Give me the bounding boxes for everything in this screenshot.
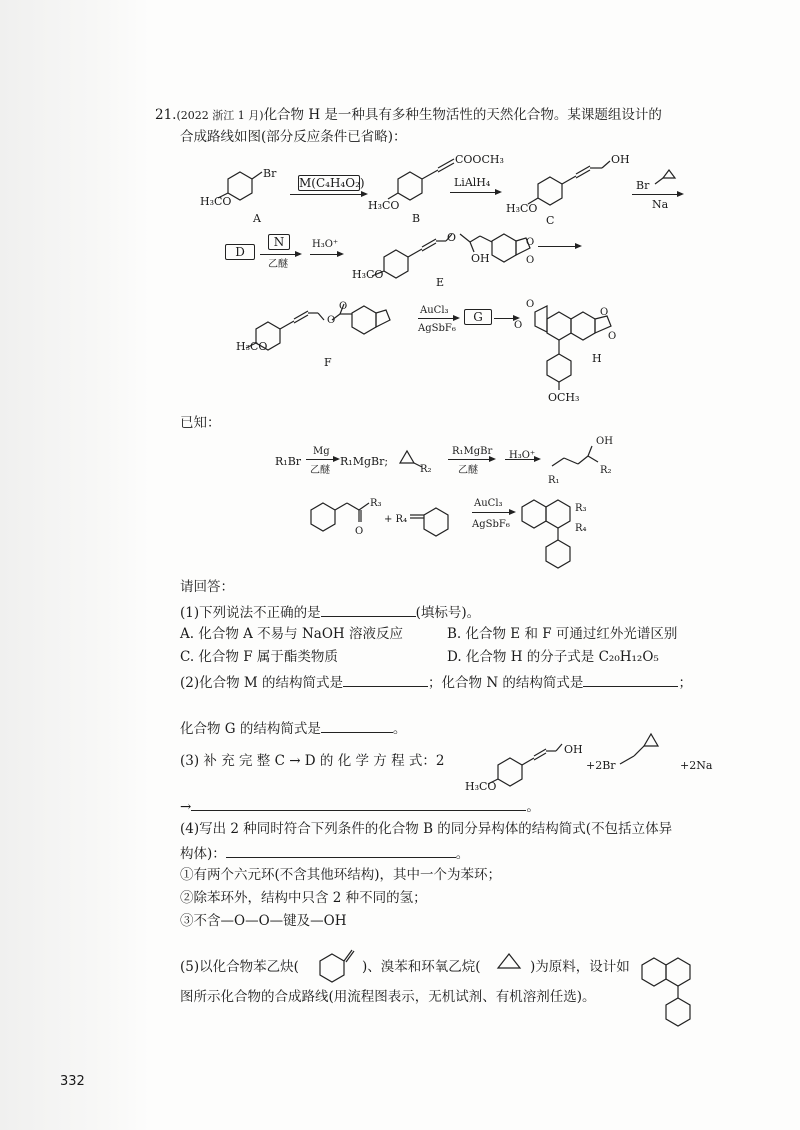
q5-part2: )、溴苯和环氧乙烷( bbox=[362, 959, 481, 975]
known-oh: OH bbox=[596, 436, 613, 447]
benzene-ring bbox=[492, 234, 516, 262]
q3-arrow: → bbox=[180, 799, 192, 815]
label-d-box: D bbox=[225, 244, 255, 260]
benzene-ring bbox=[666, 998, 690, 1026]
q3-plus-br: +2Br bbox=[586, 759, 616, 772]
q2-m-blank[interactable] bbox=[343, 672, 428, 687]
answers-intro: 请回答： bbox=[180, 579, 234, 595]
q1-tail: (填标号)。 bbox=[415, 605, 481, 621]
label-e: E bbox=[436, 276, 445, 289]
q5-part3: )为原料，设计如 bbox=[530, 959, 630, 975]
naphthalene-ring bbox=[642, 958, 666, 986]
benzene-ring bbox=[384, 250, 408, 278]
known-arrow-2 bbox=[448, 459, 494, 460]
label-b: B bbox=[412, 212, 421, 225]
known-grignard: R₁MgBr bbox=[452, 446, 493, 457]
known-r4: + R₄ bbox=[384, 514, 408, 525]
group-o-h4: O bbox=[608, 331, 617, 342]
group-o-f2: O bbox=[339, 301, 348, 312]
known-title: 已知： bbox=[180, 415, 221, 431]
epoxide-icon bbox=[655, 170, 685, 190]
known-r1br: R₁Br bbox=[275, 455, 302, 468]
naphthalene-ring bbox=[666, 958, 690, 986]
known-ether-2: 乙醚 bbox=[458, 465, 478, 476]
group-o-e2: O bbox=[526, 237, 535, 248]
group-o-e: O bbox=[447, 231, 457, 244]
arrow-step1 bbox=[290, 194, 366, 195]
reagent-n-box: N bbox=[268, 234, 290, 250]
group-o-e3: O bbox=[526, 255, 535, 266]
known-aucl3: AuCl₃ bbox=[474, 498, 503, 509]
q1-text: (1)下列说法不正确的是 bbox=[180, 605, 321, 621]
label-a: A bbox=[253, 212, 261, 225]
reagent-lialh4: LiAlH₄ bbox=[454, 176, 491, 189]
q4-condition-1: ①有两个六元环(不含其他环结构)，其中一个为苯环； bbox=[180, 867, 502, 883]
label-h: H bbox=[592, 352, 602, 365]
q3-h3co: H₃CO bbox=[465, 780, 497, 793]
target-structure-icon bbox=[640, 950, 710, 1040]
group-cooch3: COOCH₃ bbox=[455, 153, 504, 166]
arrow-step4 bbox=[260, 254, 300, 255]
page-number: 332 bbox=[60, 1074, 85, 1089]
known-h3o: H₃O⁺ bbox=[509, 450, 536, 461]
ethylene-oxide-icon bbox=[494, 950, 530, 976]
known-arrow-4 bbox=[472, 512, 514, 513]
arrow-step2 bbox=[450, 192, 500, 193]
naphthalene-ring bbox=[571, 312, 595, 340]
q4-condition-2: ②除苯环外，结构中只含 2 种不同的氢； bbox=[180, 890, 427, 906]
known-arrow-3 bbox=[505, 459, 539, 460]
label-c: C bbox=[546, 214, 555, 227]
group-o-f: O bbox=[327, 315, 336, 326]
q4-answer-blank[interactable] bbox=[226, 843, 456, 858]
naphthalene-ring bbox=[546, 500, 570, 528]
q4-end: 。 bbox=[455, 846, 470, 862]
q1-option-c: C. 化合物 F 属于酯类物质 bbox=[180, 649, 338, 665]
q1-line bbox=[180, 602, 480, 622]
group-o-h3: O bbox=[600, 307, 609, 318]
q2-g-end: 。 bbox=[392, 721, 407, 737]
group-h3co-a: H₃CO bbox=[200, 195, 232, 208]
q4-line2 bbox=[180, 843, 469, 863]
known-r4b: R₄ bbox=[575, 523, 587, 534]
q3-answer-blank[interactable] bbox=[191, 796, 526, 811]
known-agsbf6: AgSbF₆ bbox=[472, 519, 510, 530]
reagent-na: Na bbox=[652, 198, 669, 211]
q4-line1: (4)写出 2 种同时符合下列条件的化合物 B 的同分异构体的结构简式(不包括立体异 bbox=[180, 821, 673, 837]
group-och3-h: OCH₃ bbox=[548, 391, 580, 404]
known-reactant-alkyne bbox=[404, 500, 464, 540]
q5-part1: (5)以化合物苯乙炔( bbox=[180, 959, 299, 975]
known-arrow-1 bbox=[306, 459, 338, 460]
q2-mid: ；化合物 N 的结构简式是 bbox=[428, 675, 584, 691]
known-r3b: R₃ bbox=[575, 503, 587, 514]
group-o-h: O bbox=[526, 299, 535, 310]
structure-e bbox=[350, 220, 590, 280]
group-oh-e: OH bbox=[471, 252, 490, 265]
q3-plus-na: +2Na bbox=[680, 759, 713, 772]
q1-answer-blank[interactable] bbox=[321, 602, 416, 617]
benzene-ring bbox=[228, 172, 252, 200]
arrow-step7 bbox=[418, 318, 458, 319]
structure-h bbox=[515, 292, 645, 402]
q2-text: (2)化合物 M 的结构简式是 bbox=[180, 675, 344, 691]
question-stem-1: 化合物 H 是一种具有多种生物活性的天然化合物。某课题组设计的 bbox=[263, 107, 662, 123]
q3-end: 。 bbox=[526, 799, 540, 815]
benzene-ring bbox=[546, 540, 570, 568]
benzene-ring bbox=[320, 954, 344, 982]
naphthalene-ring bbox=[522, 500, 546, 528]
q1-option-d: D. 化合物 H 的分子式是 C₂₀H₁₂O₅ bbox=[447, 649, 659, 665]
known-r2: R₂ bbox=[420, 464, 432, 475]
group-o-h2: O bbox=[514, 320, 523, 331]
known-o: O bbox=[355, 526, 364, 537]
question-source: (2022 浙江 1 月) bbox=[176, 109, 264, 122]
benzene-ring bbox=[311, 503, 335, 531]
benzene-ring bbox=[424, 508, 448, 536]
group-h3co-f: H₃CO bbox=[236, 340, 268, 353]
reagent-ether: 乙醚 bbox=[268, 259, 288, 270]
q4-condition-3: ③不含—O—O—键及—OH bbox=[180, 913, 347, 929]
page-shadow bbox=[0, 0, 150, 1130]
question-stem-2: 合成路线如图(部分反应条件已省略)： bbox=[180, 129, 407, 145]
q3-oh: OH bbox=[564, 743, 583, 756]
known-ether-1: 乙醚 bbox=[310, 465, 330, 476]
benzene-ring bbox=[398, 172, 422, 200]
structure-a bbox=[200, 160, 290, 220]
arrow-step6 bbox=[538, 246, 580, 247]
group-br: Br bbox=[263, 167, 277, 180]
arrow-step5 bbox=[310, 254, 342, 255]
question-number: 21.(2022 浙江 1 月)化合物 H 是一种具有多种生物活性的天然化合物。某课题组设计的 bbox=[155, 107, 662, 123]
q1-option-a: A. 化合物 A 不易与 NaOH 溶液反应 bbox=[180, 626, 403, 642]
phenylacetylene-icon bbox=[316, 940, 356, 980]
q3-text: (3) 补 充 完 整 C → D 的 化 学 方 程 式：2 bbox=[180, 753, 445, 769]
reagent-agsbf6: AgSbF₆ bbox=[418, 323, 456, 334]
arrow-step3 bbox=[632, 194, 682, 195]
naphthalene-ring bbox=[547, 312, 571, 340]
q3-answer-line bbox=[180, 796, 540, 816]
q1-option-b: B. 化合物 E 和 F 可通过红外光谱区别 bbox=[447, 626, 678, 642]
known-r2b: R₂ bbox=[600, 465, 612, 476]
q5-line2: 图所示化合物的合成路线(用流程图表示，无机试剂、有机溶剂任选)。 bbox=[180, 989, 596, 1005]
group-h3co-e: H₃CO bbox=[352, 268, 384, 281]
known-r1: R₁ bbox=[548, 475, 560, 486]
q2-end: ； bbox=[678, 675, 692, 691]
q2-g-text: 化合物 G 的结构简式是 bbox=[180, 721, 321, 737]
q3-epoxide bbox=[618, 730, 678, 770]
known-mg: Mg bbox=[313, 446, 330, 457]
reagent-h3o: H₃O⁺ bbox=[312, 239, 339, 250]
reagent-aucl3: AuCl₃ bbox=[420, 305, 449, 316]
benzene-ring bbox=[352, 306, 376, 334]
q2-line bbox=[180, 672, 692, 692]
benzene-ring bbox=[547, 354, 571, 382]
reagent-br-epoxide: Br bbox=[636, 179, 650, 192]
label-g-box: G bbox=[464, 309, 492, 325]
q2-g-line bbox=[180, 718, 406, 738]
q4-line2-text: 构体)： bbox=[180, 846, 226, 862]
label-f: F bbox=[324, 356, 332, 369]
known-r1mgbr: R₁MgBr; bbox=[340, 455, 389, 468]
benzene-ring bbox=[538, 177, 562, 205]
group-h3co-b: H₃CO bbox=[368, 199, 400, 212]
group-oh-c: OH bbox=[611, 153, 630, 166]
known-r3: R₃ bbox=[370, 498, 382, 509]
benzene-ring bbox=[498, 758, 522, 786]
group-h3co-c: H₃CO bbox=[506, 202, 538, 215]
q2-n-blank[interactable] bbox=[583, 672, 678, 687]
reagent-m-box: M(C₄H₄O₂) bbox=[299, 176, 365, 190]
q2-g-blank[interactable] bbox=[321, 718, 393, 733]
